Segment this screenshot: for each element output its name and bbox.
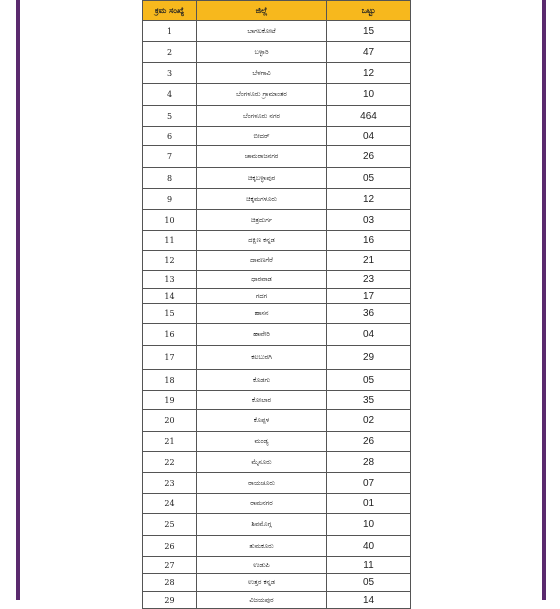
row-total: 03 — [327, 210, 411, 231]
row-district-name: ದಾವಣಗೆರೆ — [197, 251, 327, 271]
row-total: 10 — [327, 514, 411, 536]
row-district-name: ಮೈಸೂರು — [197, 452, 327, 473]
table-row — [143, 536, 411, 557]
table-row — [143, 592, 411, 609]
table-row — [143, 189, 411, 210]
row-serial-number: 13 — [143, 271, 197, 289]
table-row — [143, 473, 411, 494]
row-total: 26 — [327, 432, 411, 452]
table-row — [143, 271, 411, 289]
row-serial-number: 22 — [143, 452, 197, 473]
row-district-name: ಬಳ್ಳಾರಿ — [197, 42, 327, 63]
row-serial-number: 23 — [143, 473, 197, 494]
row-total: 21 — [327, 251, 411, 271]
row-total: 05 — [327, 168, 411, 189]
row-district-name: ವಿಜಯಪುರ — [197, 592, 327, 609]
row-district-name: ಬೀದರ್ — [197, 127, 327, 146]
row-district-name: ಬೆಂಗಳೂರು ನಗರ — [197, 106, 327, 127]
row-serial-number: 15 — [143, 304, 197, 324]
row-district-name: ಗದಗ — [197, 289, 327, 304]
table-row — [143, 289, 411, 304]
row-total: 23 — [327, 271, 411, 289]
row-total: 11 — [327, 557, 411, 574]
row-serial-number: 17 — [143, 346, 197, 370]
row-district-name: ಕೊಡಗು — [197, 370, 327, 391]
page-border-right — [542, 0, 546, 600]
table-row — [143, 210, 411, 231]
table-row — [143, 127, 411, 146]
table-row — [143, 514, 411, 536]
row-total: 01 — [327, 494, 411, 514]
row-serial-number: 18 — [143, 370, 197, 391]
row-serial-number: 29 — [143, 592, 197, 609]
row-serial-number: 19 — [143, 391, 197, 410]
row-serial-number: 7 — [143, 146, 197, 168]
row-district-name: ಮಂಡ್ಯ — [197, 432, 327, 452]
table-row — [143, 231, 411, 251]
row-serial-number: 20 — [143, 410, 197, 432]
row-total: 12 — [327, 189, 411, 210]
row-district-name: ಕೊಪ್ಪಳ — [197, 410, 327, 432]
table-row — [143, 21, 411, 42]
table-row — [143, 494, 411, 514]
row-district-name: ಚಿಕ್ಕಬಳ್ಳಾಪುರ — [197, 168, 327, 189]
row-total: 26 — [327, 146, 411, 168]
row-total: 29 — [327, 346, 411, 370]
table-row — [143, 168, 411, 189]
row-total: 28 — [327, 452, 411, 473]
row-serial-number: 14 — [143, 289, 197, 304]
table-row — [143, 304, 411, 324]
row-serial-number: 9 — [143, 189, 197, 210]
table-row — [143, 146, 411, 168]
row-total: 47 — [327, 42, 411, 63]
row-serial-number: 16 — [143, 324, 197, 346]
row-district-name: ಬಾಗಲಕೋಟೆ — [197, 21, 327, 42]
row-total: 16 — [327, 231, 411, 251]
table-header-row — [143, 1, 411, 21]
row-total: 36 — [327, 304, 411, 324]
row-total: 04 — [327, 324, 411, 346]
row-total: 40 — [327, 536, 411, 557]
row-total: 04 — [327, 127, 411, 146]
district-table — [142, 0, 411, 609]
row-district-name: ಬೆಂಗಳೂರು ಗ್ರಾಮಾಂತರ — [197, 84, 327, 106]
row-serial-number: 12 — [143, 251, 197, 271]
row-district-name: ಉತ್ತರ ಕನ್ನಡ — [197, 574, 327, 592]
row-district-name: ಕಲಬುರಗಿ — [197, 346, 327, 370]
row-district-name: ಉಡುಪಿ — [197, 557, 327, 574]
row-district-name: ಚಿಕ್ಕಮಗಳೂರು — [197, 189, 327, 210]
row-serial-number: 11 — [143, 231, 197, 251]
row-district-name: ತುಮಕೂರು — [197, 536, 327, 557]
table-row — [143, 557, 411, 574]
row-serial-number: 26 — [143, 536, 197, 557]
row-serial-number: 3 — [143, 63, 197, 84]
row-total: 05 — [327, 370, 411, 391]
header-total: ಒಟ್ಟು — [327, 1, 411, 21]
table-row — [143, 370, 411, 391]
row-serial-number: 27 — [143, 557, 197, 574]
row-total: 10 — [327, 84, 411, 106]
row-district-name: ಹಾವೇರಿ — [197, 324, 327, 346]
table-body — [143, 21, 411, 609]
header-serial-number: ಕ್ರಮ ಸಂಖ್ಯೆ — [143, 1, 197, 21]
row-serial-number: 25 — [143, 514, 197, 536]
table-row — [143, 346, 411, 370]
row-district-name: ರಾಮನಗರ — [197, 494, 327, 514]
row-total: 464 — [327, 106, 411, 127]
row-district-name: ರಾಯಚೂರು — [197, 473, 327, 494]
row-serial-number: 1 — [143, 21, 197, 42]
table-row — [143, 63, 411, 84]
row-serial-number: 4 — [143, 84, 197, 106]
row-district-name: ಚಿತ್ರದುರ್ಗ — [197, 210, 327, 231]
header-district: ಜಿಲ್ಲೆ — [197, 1, 327, 21]
table-row — [143, 84, 411, 106]
row-serial-number: 10 — [143, 210, 197, 231]
table-row — [143, 42, 411, 63]
row-district-name: ಶಿವಮೊಗ್ಗ — [197, 514, 327, 536]
table-row — [143, 452, 411, 473]
row-district-name: ಚಾಮರಾಜನಗರ — [197, 146, 327, 168]
table-row — [143, 410, 411, 432]
row-total: 12 — [327, 63, 411, 84]
page-border-left — [16, 0, 20, 600]
row-serial-number: 28 — [143, 574, 197, 592]
row-district-name: ದಕ್ಷಿಣ ಕನ್ನಡ — [197, 231, 327, 251]
row-total: 05 — [327, 574, 411, 592]
row-district-name: ಧಾರವಾಡ — [197, 271, 327, 289]
table-row — [143, 574, 411, 592]
table-row — [143, 391, 411, 410]
row-serial-number: 6 — [143, 127, 197, 146]
table-row — [143, 432, 411, 452]
row-serial-number: 8 — [143, 168, 197, 189]
row-total: 35 — [327, 391, 411, 410]
row-total: 02 — [327, 410, 411, 432]
table-row — [143, 251, 411, 271]
row-serial-number: 5 — [143, 106, 197, 127]
row-total: 14 — [327, 592, 411, 609]
table-row — [143, 324, 411, 346]
row-total: 17 — [327, 289, 411, 304]
row-district-name: ಕೋಲಾರ — [197, 391, 327, 410]
table-row — [143, 106, 411, 127]
row-total: 15 — [327, 21, 411, 42]
row-serial-number: 21 — [143, 432, 197, 452]
row-serial-number: 2 — [143, 42, 197, 63]
row-district-name: ಬೆಳಗಾವಿ — [197, 63, 327, 84]
row-district-name: ಹಾಸನ — [197, 304, 327, 324]
row-serial-number: 24 — [143, 494, 197, 514]
row-total: 07 — [327, 473, 411, 494]
